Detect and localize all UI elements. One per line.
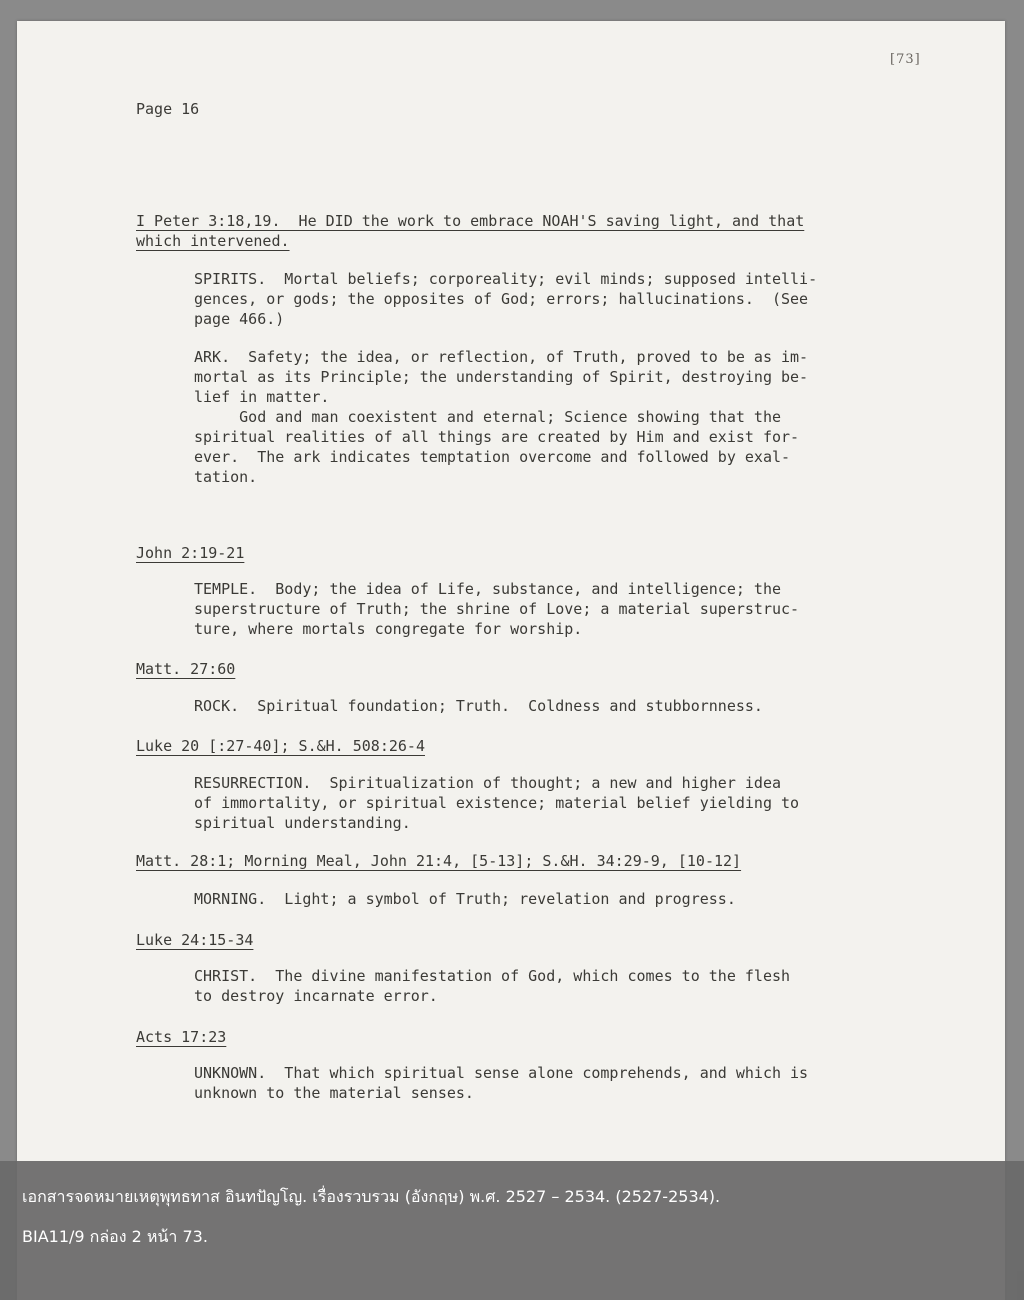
scripture-reference: Luke 24:15-34 xyxy=(136,931,254,949)
archive-caption-bar xyxy=(0,1161,1024,1300)
definition-entry: CHRIST. The divine manifestation of God, which comes to the flesh to destroy incarnate error. xyxy=(194,967,791,1005)
definition-entry: RESURRECTION. Spiritualization of thought; a new and higher idea of immortality, or spiritual existence; material belief yielding to spiritual understanding. xyxy=(194,774,800,832)
caption-title: เอกสารจดหมายเหตุพุทธทาส อินทปัญโญ. เรื่องรวบรวม (อังกฤษ) พ.ศ. 2527 – 2534. (2527-2534). xyxy=(22,1187,721,1206)
scripture-reference: Luke 20 [:27-40]; S.&H. 508:26-4 xyxy=(136,737,425,755)
scripture-reference: Matt. 28:1; Morning Meal, John 21:4, [5-13]; S.&H. 34:29-9, [10-12] xyxy=(136,852,742,870)
definition-entry: ARK. Safety; the idea, or reflection, of Truth, proved to be as im- mortal as its Principle; the understanding of Spirit, destroying be- lief in matter. God and man coexistent and eternal; Science showing that the spiritual realities of all things are created by Him and exist for- ever. The ark indicates temptation overcome and followed by exal- tation. xyxy=(194,348,809,486)
definition-entry: SPIRITS. Mortal beliefs; corporeality; evil minds; supposed intelli- gences, or gods; the opposites of God; errors; hallucinations. (See page 466.) xyxy=(194,270,818,328)
scripture-reference: Matt. 27:60 xyxy=(136,660,236,678)
scripture-reference: Acts 17:23 xyxy=(136,1028,227,1046)
scripture-reference: John 2:19-21 xyxy=(136,544,245,562)
definition-entry: UNKNOWN. That which spiritual sense alone comprehends, and which is unknown to the material senses. xyxy=(194,1064,809,1102)
scripture-reference: I Peter 3:18,19. He DID the work to embrace NOAH'S saving light, and that which intervened. xyxy=(136,212,805,250)
definition-entry: ROCK. Spiritual foundation; Truth. Coldness and stubbornness. xyxy=(194,697,763,715)
page-number: Page 16 xyxy=(136,100,200,118)
document-page xyxy=(17,21,1005,1300)
definition-entry: MORNING. Light; a symbol of Truth; revelation and progress. xyxy=(194,890,736,908)
caption-reference: BIA11/9 กล่อง 2 หน้า 73. xyxy=(22,1227,208,1246)
archive-page-mark: [73] xyxy=(890,52,921,67)
definition-entry: TEMPLE. Body; the idea of Life, substance, and intelligence; the superstructure of Truth; the shrine of Love; a material superstruc- ture, where mortals congregate for worship. xyxy=(194,580,800,638)
